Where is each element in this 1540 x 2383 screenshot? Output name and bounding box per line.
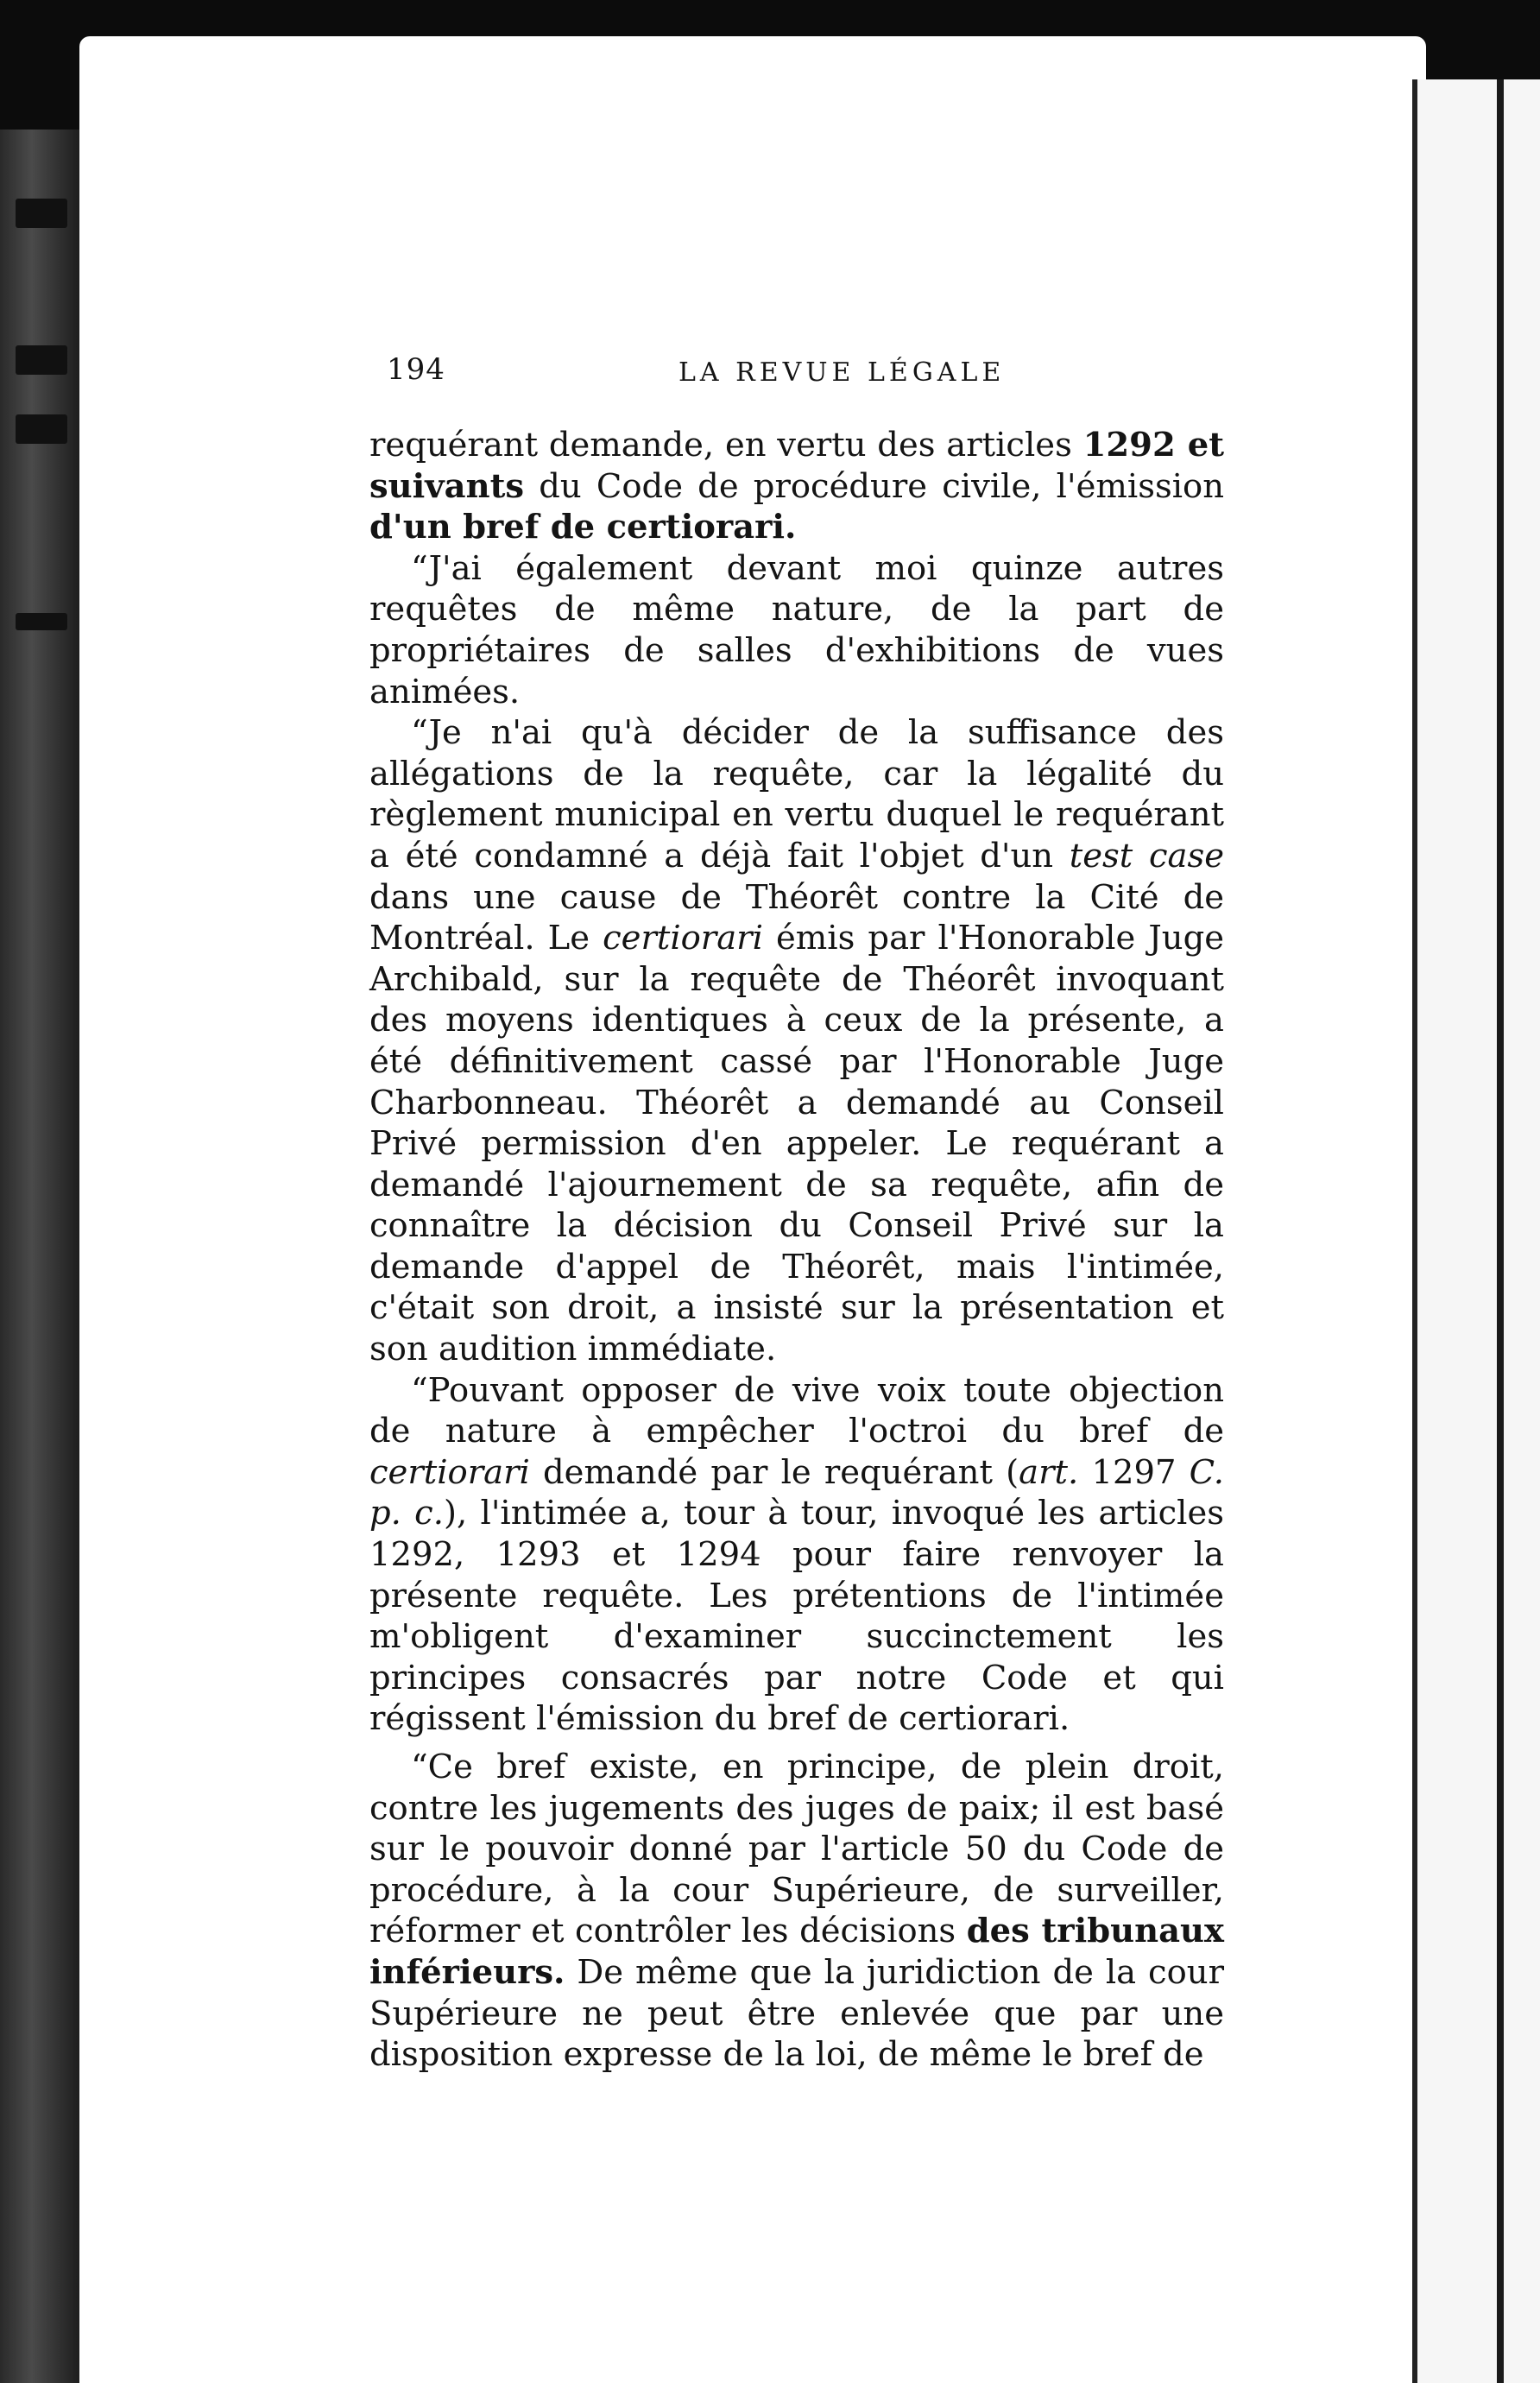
page-header [387, 352, 1207, 404]
paragraph-1: requérant demande, en vertu des articles 1292 et suivants du Code de procédure civile, l'émission d'un bref de certiorari. [369, 426, 1224, 547]
facing-page-edge [1417, 79, 1540, 2383]
page-number: 194 [387, 352, 445, 387]
scan-left-margin [0, 130, 79, 2383]
paragraph-3: “Je n'ai qu'à décider de la suffisance des allégations de la requête, car la légalité du règlement municipal en vertu duquel le requérant a été condamné a déjà fait l'objet d'un test case dans une cause de Théorêt contre la Cité de Montréal. Le certiorari émis par l'Honorable Juge Archibald, sur la requête de Théorêt invoquant des moyens identiques à ceux de la présente, a été définitivement cassé par l'Honorable Juge Charbonneau. Théorêt a demandé au Conseil Privé permission d'en appeler. Le requérant a demandé l'ajournement de sa requête, afin de connaître la décision du Conseil Privé sur la demande d'appel de Théorêt, mais l'intimée, c'était son droit, a insisté sur la présentation et son audition immédiate. [369, 713, 1225, 1369]
margin-fragment [16, 199, 67, 228]
margin-fragment [16, 345, 67, 375]
paragraph-5: “Ce bref existe, en principe, de plein droit, contre les jugements des juges de paix; il est basé sur le pouvoir donné par l'article 50 du Code de procédure, à la cour Supérieure, de surveiller, réformer et contrôler les décisions des tribunaux inférieurs. De même que la juridiction de la cour Supérieure ne peut être enlevée que par une disposition expresse de la loi, de même le bref de [369, 1748, 1224, 2075]
body-text [369, 425, 1224, 2076]
running-title: LA REVUE LÉGALE [678, 357, 1006, 388]
margin-fragment [16, 613, 67, 630]
paragraph-2: “J'ai également devant moi quinze autres requêtes de même nature, de la part de propriétaires de salles d'exhibitions de vues animées. [369, 548, 1224, 711]
paragraph-4: “Pouvant opposer de vive voix toute objection de nature à empêcher l'octroi du bref de certiorari demandé par le requérant (art. 1297 C. p. c.), l'intimée a, tour à tour, invoqué les articles 1292, 1293 et 1294 pour faire renvoyer la présente requête. Les prétentions de l'intimée m'obligent d'examiner succinctement les principes consacrés par notre Code et qui régissent l'émission du bref de certiorari. [369, 1370, 1225, 1739]
margin-fragment [16, 414, 67, 444]
